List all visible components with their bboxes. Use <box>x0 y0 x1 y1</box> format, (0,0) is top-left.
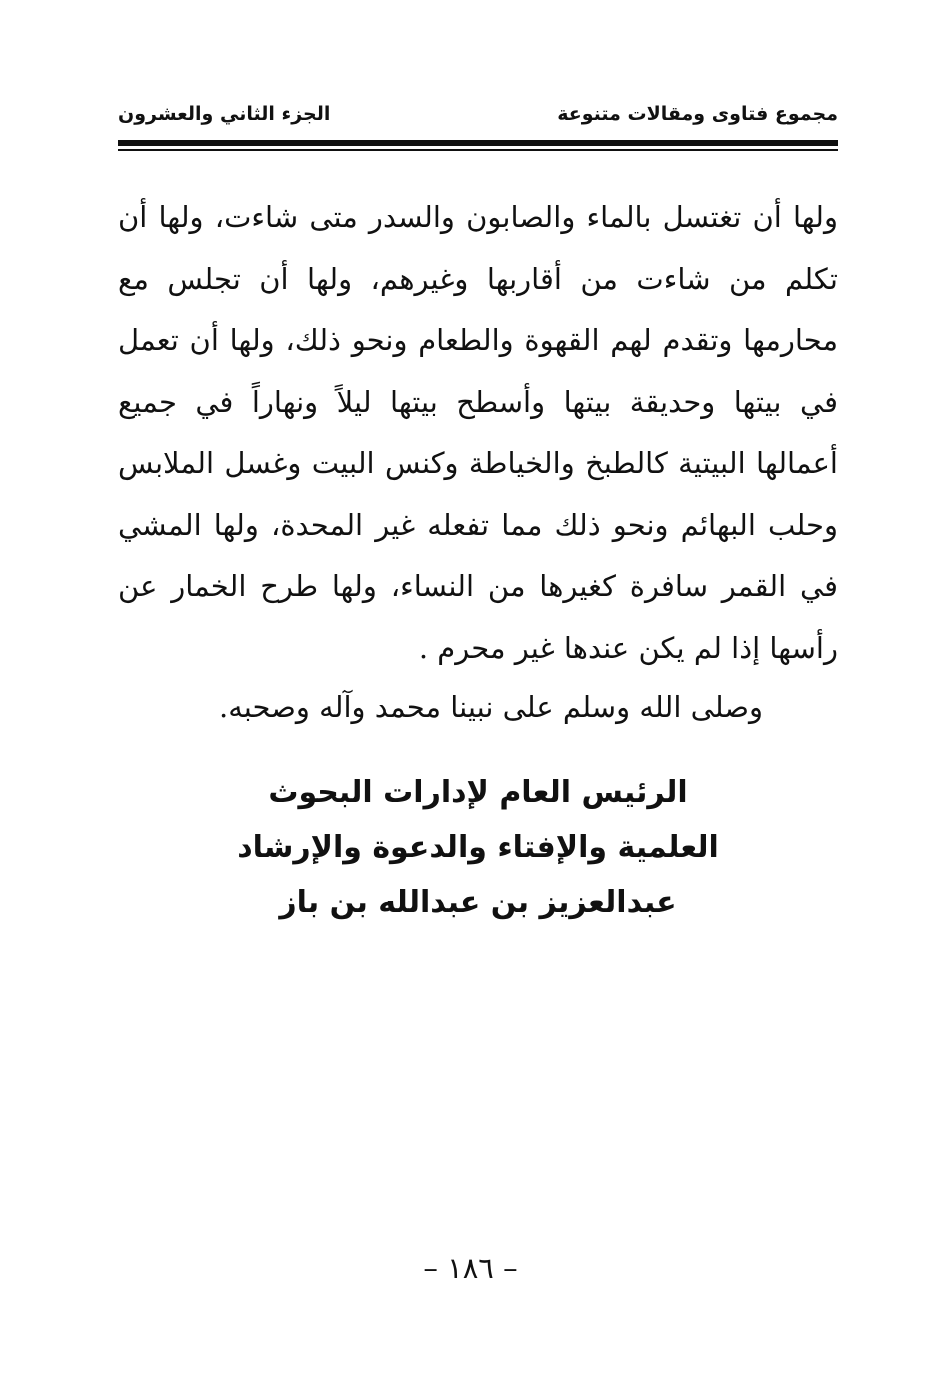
signature-title-line-2: العلمية والإفتاء والدعوة والإرشاد <box>237 830 719 865</box>
volume-label: الجزء الثاني والعشرون <box>118 103 331 125</box>
book-title: مجموع فتاوى ومقالات متنوعة <box>557 103 838 125</box>
signature-name: عبدالعزيز بن عبدالله بن باز <box>279 885 677 920</box>
running-header <box>118 96 838 136</box>
page-number: – ١٨٦ – <box>423 1251 518 1285</box>
header-rule-thin <box>118 149 838 151</box>
header-rule-thick <box>118 140 838 146</box>
closing-line: وصلى الله وسلم على نبينا محمد وآله وصحبه. <box>219 690 763 724</box>
body-paragraph: ولها أن تغتسل بالماء والصابون والسدر متى شاءت، ولها أن تكلم من شاءت من أقاربها وغيرهم، ولها أن تجلس مع محارمها وتقدم لهم القهوة والطعام ونحو ذلك، ولها أن تعمل في بيتها وحديقة بيتها وأسطح بيتها ليلاً ونهاراً في جميع أعمالها البيتية كالطبخ والخياطة وكنس البيت وغسل الملابس وحلب البهائم ونحو ذلك مما تفعله غير المحدة، ولها المشي في القمر سافرة كغيرها من النساء، ولها طرح الخمار عن رأسها إذا لم يكن عندها غير محرم . <box>118 200 838 665</box>
signature-title-line-1: الرئيس العام لإدارات البحوث <box>268 775 688 810</box>
signature-block <box>118 765 838 930</box>
